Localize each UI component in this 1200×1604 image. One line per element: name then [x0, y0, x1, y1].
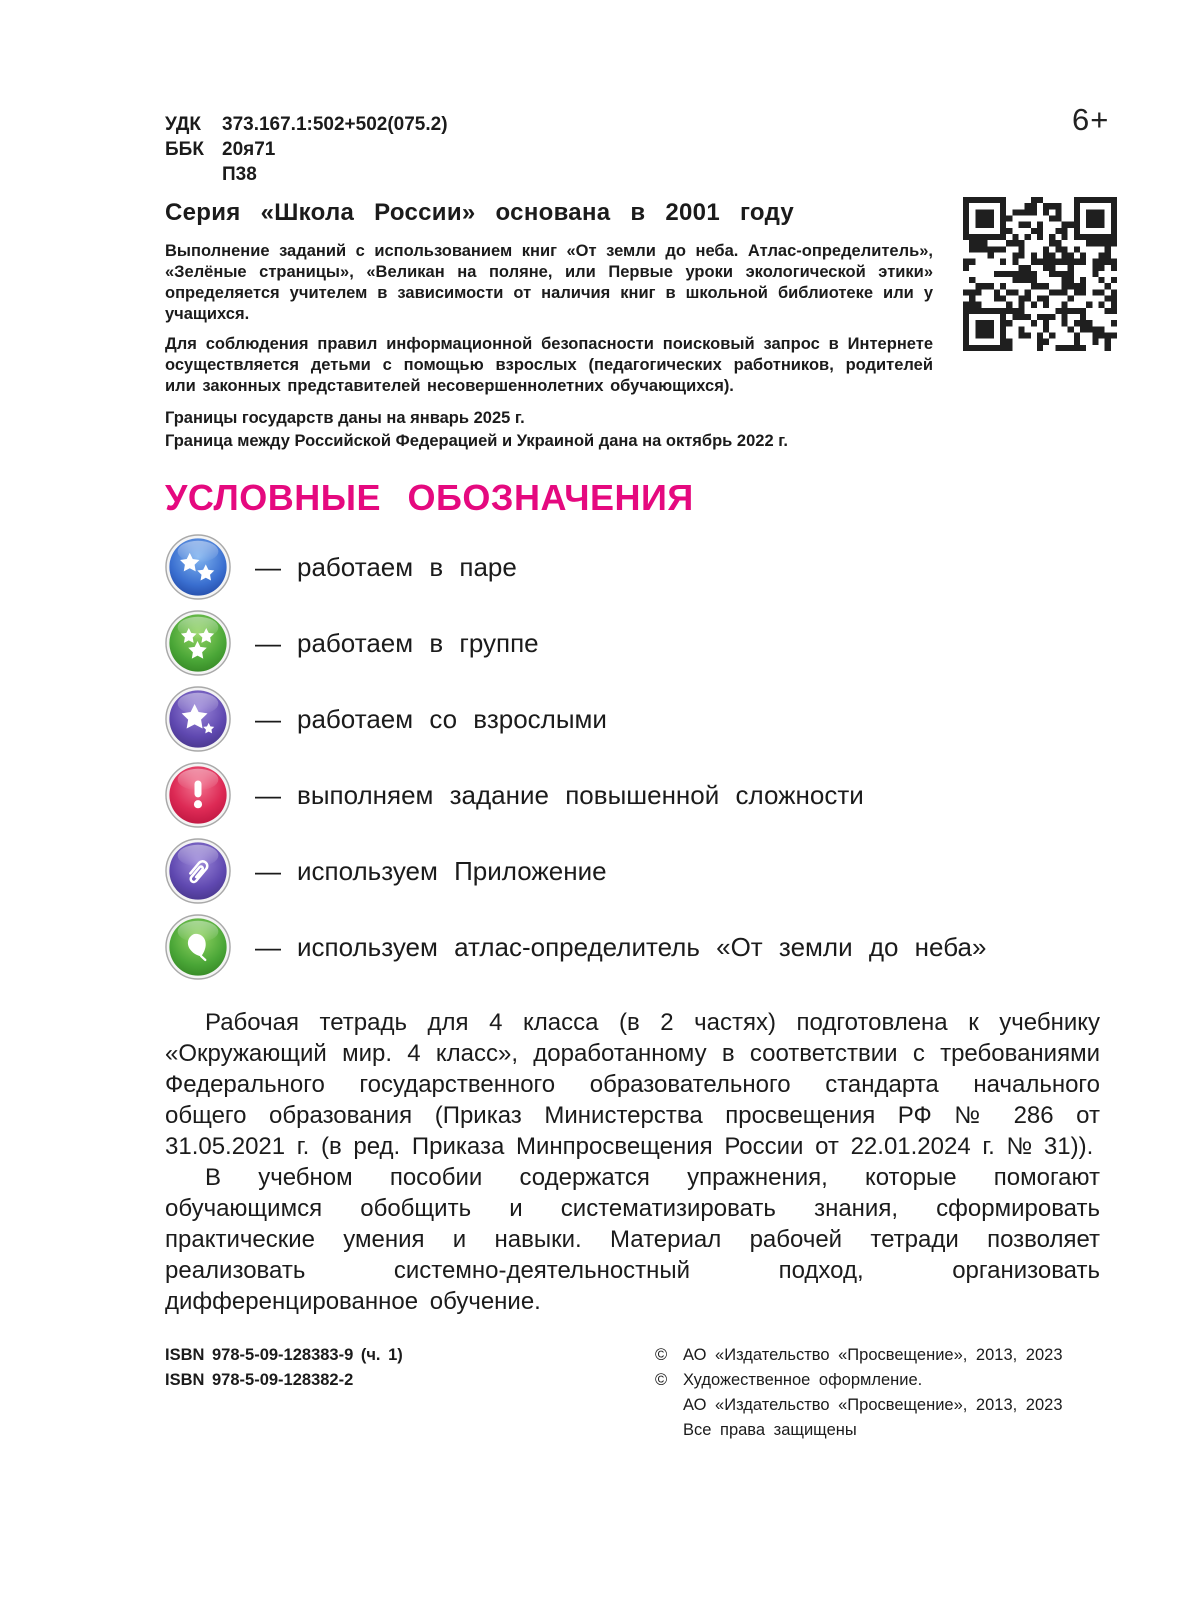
body-paragraph: Рабочая тетрадь для 4 класса (в 2 частях) подготовлена к учебнику «Окружающий мир. 4 класс», доработанному в соответствии с требованиями Федерального государственного образовательного стандарта начального общего образования (Приказ Министерства просвещения РФ № 286 от 31.05.2021 г. (в ред. Приказа Минпросвещения России от 22.01.2024 г. № 31)). [165, 1009, 1100, 1160]
legend-dash: — [255, 779, 281, 810]
legend-dash: — [255, 931, 281, 962]
udk-label: УДК [165, 114, 201, 135]
border-note-line: Границы государств даны на январь 2025 г. [165, 409, 525, 427]
udk-line [165, 112, 1100, 137]
border-notes [165, 407, 1100, 453]
author-sign-line [165, 162, 1100, 187]
note-paragraph: Выполнение заданий с использованием книг «От земли до неба. Атлас-определитель», «Зелёные страницы», «Великан на поляне, или Первые уроки экологической этики» определяется учителем в зависимости от наличия книг в школьной библиотеке или у учащихся. [165, 242, 933, 323]
legend [165, 529, 1100, 985]
legend-item-appendix [165, 833, 1100, 909]
legend-dash: — [255, 855, 281, 886]
legend-dash: — [255, 627, 281, 658]
age-rating-badge: 6+ [1072, 102, 1110, 137]
copyright-line: АО «Издательство «Просвещение», 2013, 2023 [683, 1396, 1063, 1414]
author-sign: П38 [222, 164, 257, 185]
isbn-line: ISBN 978-5-09-128383-9 (ч. 1) [165, 1346, 403, 1364]
copyright-line: © АО «Издательство «Просвещение», 2013, 2023 [655, 1343, 1063, 1368]
bbk-value: 20я71 [222, 139, 276, 160]
copyright-symbol: © [655, 1346, 668, 1364]
copyright-block [655, 1343, 1063, 1443]
bbk-line [165, 137, 1100, 162]
exclamation-icon [165, 762, 231, 828]
series-line: Серия «Школа России» основана в 2001 году [165, 199, 795, 226]
legend-item-label: используем атлас-определитель «От земли до неба» [297, 931, 987, 962]
copyright-line: © Художественное оформление. [655, 1368, 1063, 1393]
leaf-icon [165, 914, 231, 980]
legend-dash: — [255, 551, 281, 582]
udk-value: 373.167.1:502+502(075.2) [222, 114, 448, 135]
border-note-line: Граница между Российской Федерацией и Украиной дана на октябрь 2022 г. [165, 432, 789, 450]
legend-item-atlas [165, 909, 1100, 985]
usage-notes [165, 241, 933, 397]
legend-item-group [165, 605, 1100, 681]
legend-item-label: выполняем задание повышенной сложности [297, 779, 864, 810]
legend-item-label: работаем в паре [297, 551, 517, 582]
group-stars-icon [165, 610, 231, 676]
isbn-line: ISBN 978-5-09-128382-2 [165, 1371, 354, 1389]
legend-item-adults [165, 681, 1100, 757]
legend-item-label: используем Приложение [297, 855, 607, 886]
imprint-footer [165, 1343, 1100, 1443]
legend-item-label: работаем со взрослыми [297, 703, 607, 734]
legend-item-hard-task [165, 757, 1100, 833]
copyright-symbol: © [655, 1371, 668, 1389]
legend-item-pair [165, 529, 1100, 605]
legend-title: УСЛОВНЫЕ ОБОЗНАЧЕНИЯ [165, 477, 694, 518]
legend-item-label: работаем в группе [297, 627, 539, 658]
paperclip-icon [165, 838, 231, 904]
pair-stars-icon [165, 534, 231, 600]
body-paragraph: В учебном пособии содержатся упражнения, которые помогают обучающимся обобщить и систематизировать знания, сформировать практические умения и навыки. Материал рабочей тетради позволяет реализовать системно-деятельностный подход, организовать дифференцированное обучение. [165, 1164, 1100, 1315]
bibliographic-codes [165, 112, 1100, 187]
copyright-line: Все права защищены [683, 1421, 857, 1439]
note-paragraph: Для соблюдения правил информационной безопасности поисковый запрос в Интернете осуществляется детьми с помощью взрослых (педагогических работников, родителей или законных представителей несовершеннолетних обучающихся). [165, 335, 933, 395]
annotation-text [165, 1007, 1100, 1317]
bbk-label: ББК [165, 139, 204, 160]
legend-dash: — [255, 703, 281, 734]
adult-star-icon [165, 686, 231, 752]
isbn-block [165, 1343, 655, 1393]
